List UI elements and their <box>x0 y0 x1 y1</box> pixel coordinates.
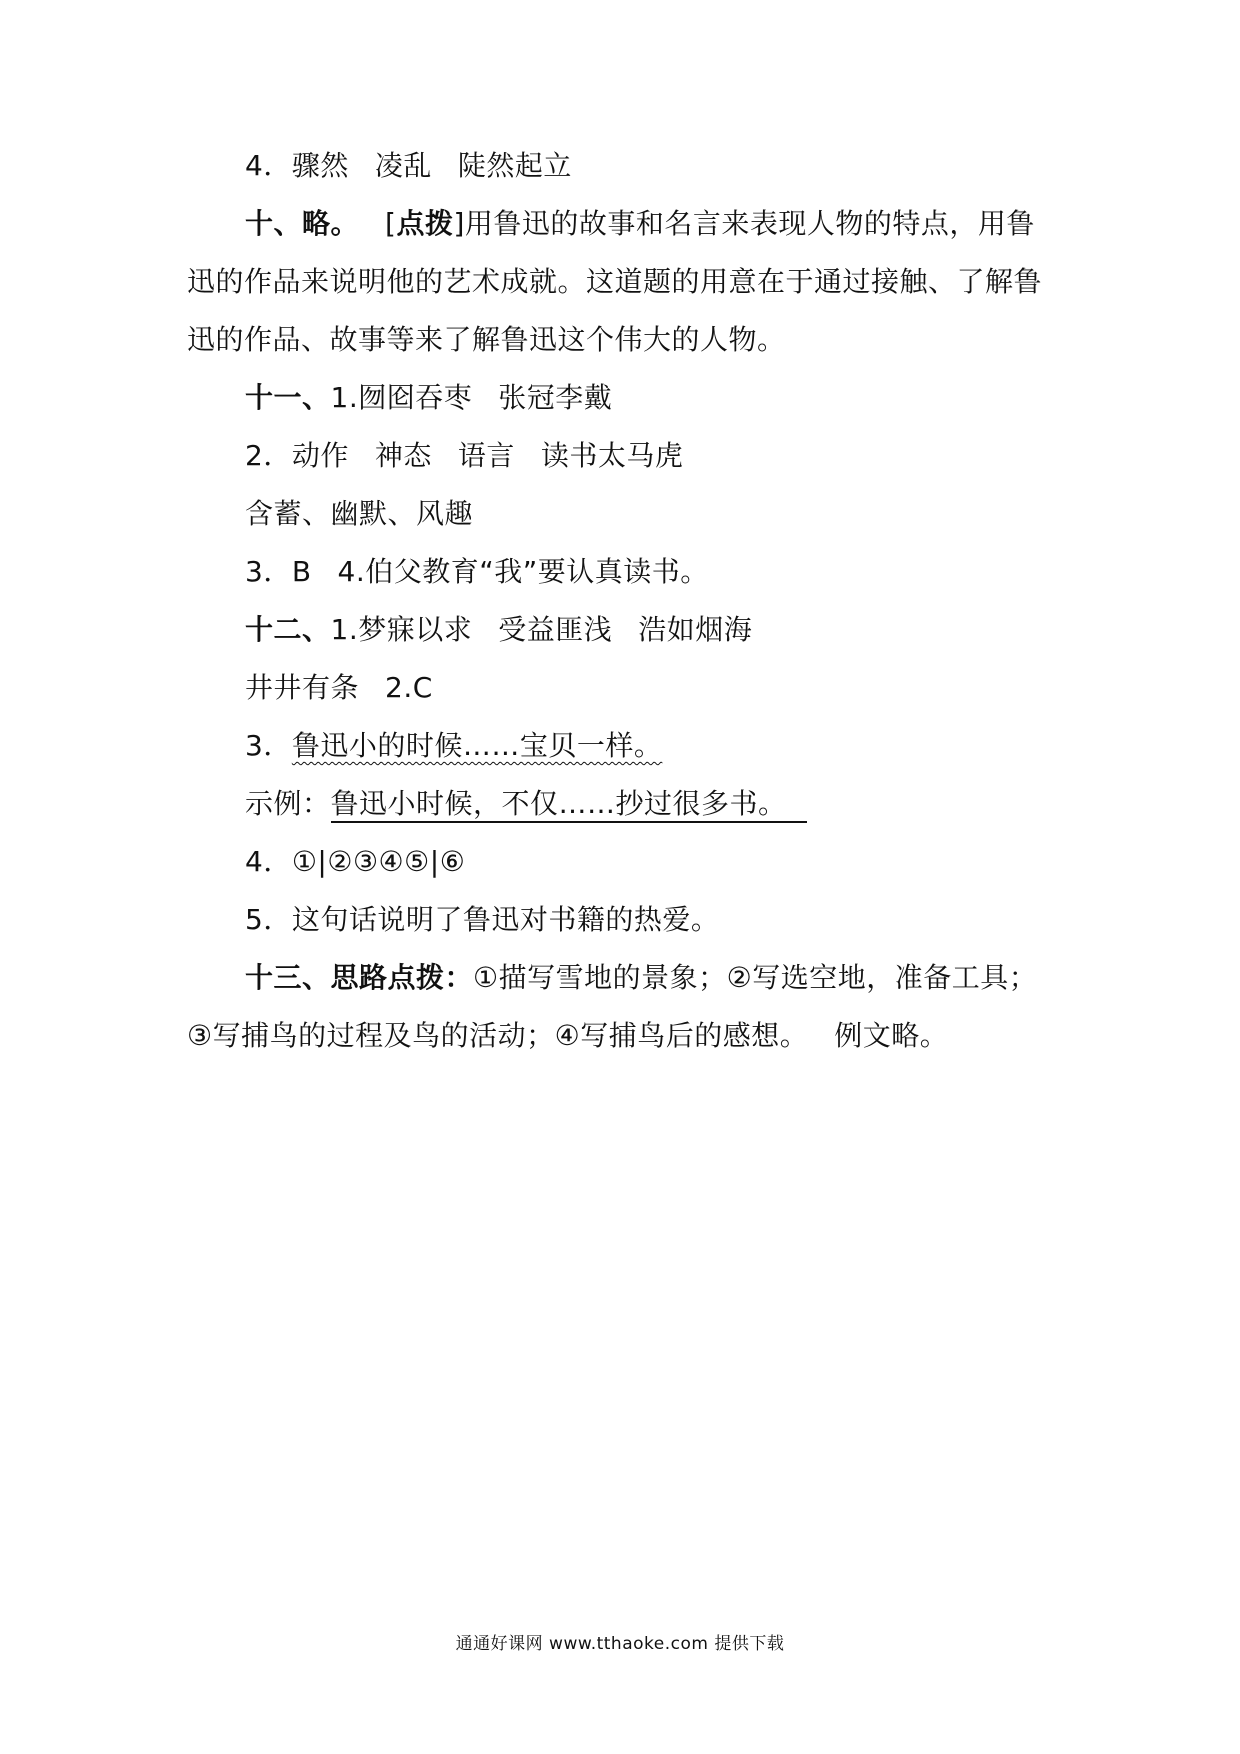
example-label: 示例： <box>245 787 331 820</box>
answer-text: 5．这句话说明了鲁迅对书籍的热爱。 <box>245 903 720 936</box>
item-number: 4． <box>245 149 292 182</box>
answer-line <box>245 494 473 534</box>
paragraph-text: ③写捕鸟的过程及鸟的活动；④写捕鸟后的感想。 <box>187 1019 809 1052</box>
answer-word: 神态 <box>374 439 432 472</box>
section-heading: 十、略。 <box>245 207 360 240</box>
answer-word: 语言 <box>457 439 515 472</box>
paragraph-text: 用鲁迅的故事和名言来表现人物的特点，用鲁 <box>464 207 1035 240</box>
section-11-line <box>245 378 612 418</box>
hint-bracket: [ <box>385 207 397 240</box>
section-12-line <box>245 610 752 650</box>
answer-word: 受益匪浅 <box>498 613 613 646</box>
paragraph-text: 迅的作品来说明他的艺术成就。这道题的用意在于通过接触、了解鲁 <box>187 265 1043 298</box>
answer-word: 1.囫囵吞枣 <box>330 381 473 414</box>
answer-line <box>245 668 433 708</box>
section-heading: 十三、思路点拨： <box>245 961 474 994</box>
answer-text: 含蓄、幽默、风趣 <box>245 497 474 530</box>
answer-text: 4．①|②③④⑤|⑥ <box>245 845 466 878</box>
answer-word: 凌乱 <box>374 149 432 182</box>
underlined-example: 鲁迅小时候，不仅……抄过很多书。 <box>331 787 807 823</box>
answer-word: 1.梦寐以求 <box>330 613 473 646</box>
example-line <box>245 784 807 824</box>
paragraph-text: ①描写雪地的景象；②写选空地，准备工具； <box>473 961 1038 994</box>
answer-word: 张冠李戴 <box>498 381 613 414</box>
answer-word: 陡然起立 <box>457 149 572 182</box>
answer-word: 读书太马虎 <box>540 439 684 472</box>
hint-bracket: ] <box>453 207 465 240</box>
section-10-line <box>245 204 1035 244</box>
paragraph-text: 迅的作品、故事等来了解鲁迅这个伟大的人物。 <box>187 323 786 356</box>
answer-word: 2.C <box>385 671 433 704</box>
page-footer: 通通好课网 www.tthaoke.com 提供下载 <box>455 1634 785 1654</box>
answer-text: 3．B <box>245 555 312 588</box>
section-13-line <box>245 958 1037 998</box>
paragraph-line <box>187 1016 948 1056</box>
section-heading: 十一、 <box>245 381 331 414</box>
answer-word: 浩如烟海 <box>638 613 753 646</box>
answer-line-4 <box>245 146 572 186</box>
answer-line-3 <box>245 726 662 766</box>
answer-line-4-order <box>245 842 465 882</box>
answer-line-2 <box>245 436 683 476</box>
paragraph-line <box>187 320 786 360</box>
answer-word: 井井有条 <box>245 671 360 704</box>
section-heading: 十二、 <box>245 613 331 646</box>
answer-line-3-4 <box>245 552 709 592</box>
paragraph-text: 例文略。 <box>834 1019 949 1052</box>
item-number: 3． <box>245 729 292 762</box>
answer-word: 动作 <box>291 439 349 472</box>
underlined-quote: 鲁迅小的时候……宝贝一样。 <box>291 729 663 762</box>
hint-tag: 点拨 <box>396 207 454 240</box>
paragraph-line <box>187 262 1042 302</box>
item-number: 2． <box>245 439 292 472</box>
answer-line-5 <box>245 900 719 940</box>
answer-text: 4.伯父教育“我”要认真读书。 <box>337 555 709 588</box>
answer-word: 骤然 <box>291 149 349 182</box>
